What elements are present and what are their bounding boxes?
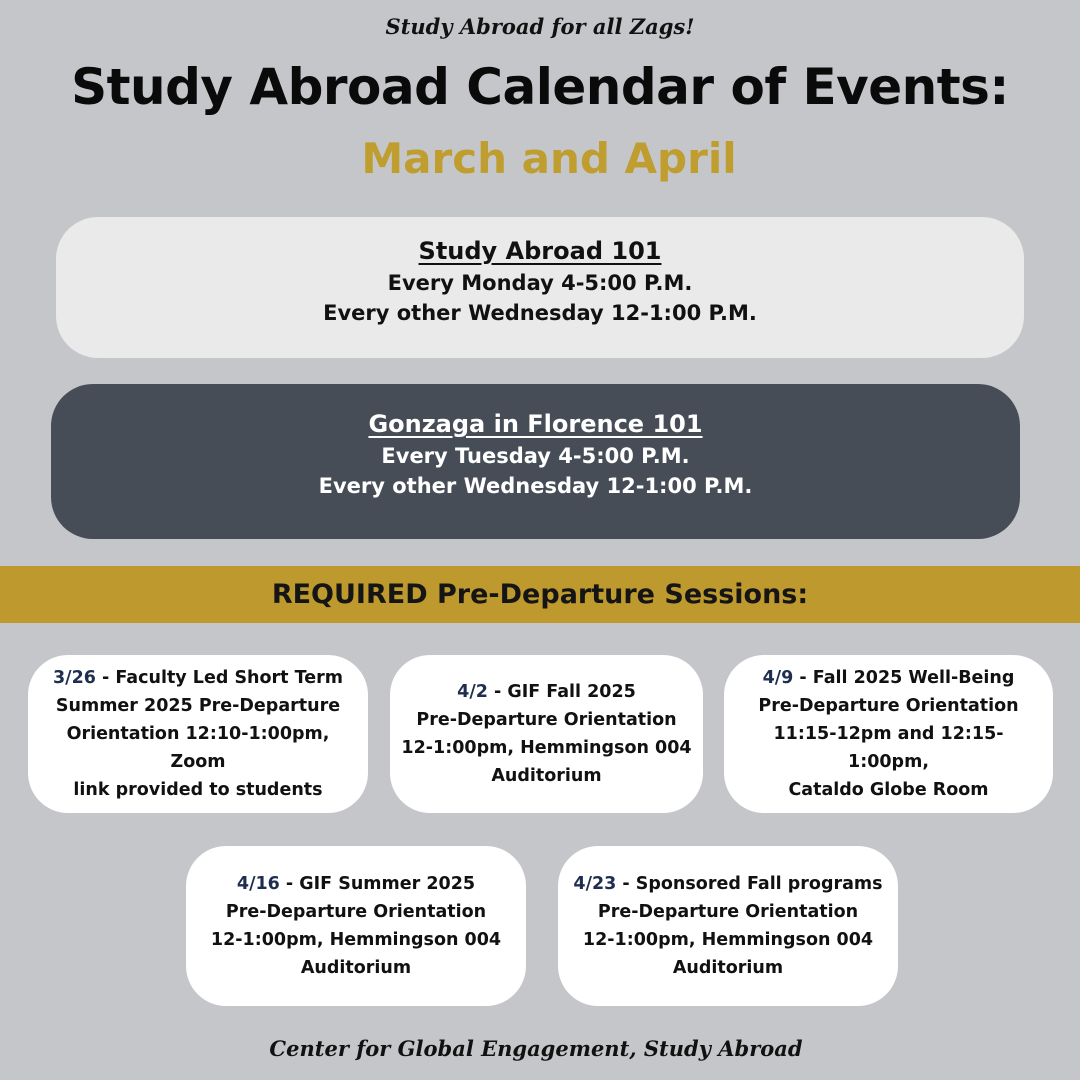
session-date: 4/23 [573,874,617,894]
session-line: Summer 2025 Pre-Departure [55,696,341,716]
session-date: 4/16 [236,874,280,894]
info-box-line: Every other Wednesday 12-1:00 P.M. [318,474,753,498]
session-separator: - [279,874,300,894]
session-separator: - [616,874,636,894]
page-title: Study Abroad Calendar of Events: [71,58,1009,116]
session-line [38,664,358,692]
info-box-title: Gonzaga in Florence 101 [368,410,703,438]
session-line [573,870,882,898]
session-date: 3/26 [53,668,96,688]
session-separator: - [95,668,116,688]
session-line: link provided to students [73,780,323,800]
session-line-text: Fall 2025 Well-Being [812,668,1015,688]
info-box-title: Study Abroad 101 [418,237,662,265]
info-box-line: Every Monday 4-5:00 P.M. [387,271,693,295]
session-line: Pre-Departure Orientation [416,710,677,730]
footer-credit: Center for Global Engagement, Study Abroad [269,1036,803,1061]
session-line-text: GIF Summer 2025 [299,874,476,894]
session-separator: - [793,668,813,688]
session-date: 4/2 [457,682,488,702]
info-box-line: Every other Wednesday 12-1:00 P.M. [323,301,757,325]
session-line: Auditorium [491,766,602,786]
session-line: 12-1:00pm, Hemmingson 004 [401,738,692,758]
session-line: Orientation 12:10-1:00pm, Zoom [66,724,330,772]
session-line: Auditorium [672,958,784,978]
session-line [211,870,501,898]
session-date: 4/9 [762,668,794,688]
info-box-florence-101 [51,384,1020,539]
session-card [558,846,898,1006]
session-separator: - [487,682,508,702]
session-line [401,678,691,706]
required-sessions-banner: REQUIRED Pre-Departure Sessions: [0,566,1080,623]
session-card [186,846,526,1006]
tagline: Study Abroad for all Zags! [385,14,695,39]
session-line: Pre-Departure Orientation [225,902,487,922]
session-line: 12-1:00pm, Hemmingson 004 [210,930,502,950]
session-card [390,655,703,813]
session-line: Pre-Departure Orientation [597,902,859,922]
session-line-text: Sponsored Fall programs [635,874,883,894]
session-card [28,655,368,813]
session-card [724,655,1053,813]
info-box-line: Every Tuesday 4-5:00 P.M. [381,444,690,468]
session-line-text: GIF Fall 2025 [507,682,636,702]
session-line: Auditorium [300,958,412,978]
session-line: Pre-Departure Orientation [758,696,1019,716]
session-line [734,664,1043,692]
page-subtitle: March and April [361,134,737,183]
session-line-text: Faculty Led Short Term [115,668,343,688]
info-box-study-abroad-101 [56,217,1024,358]
session-line: Cataldo Globe Room [788,780,989,800]
session-line: 11:15-12pm and 12:15-1:00pm, [773,724,1004,772]
session-line: 12-1:00pm, Hemmingson 004 [582,930,874,950]
